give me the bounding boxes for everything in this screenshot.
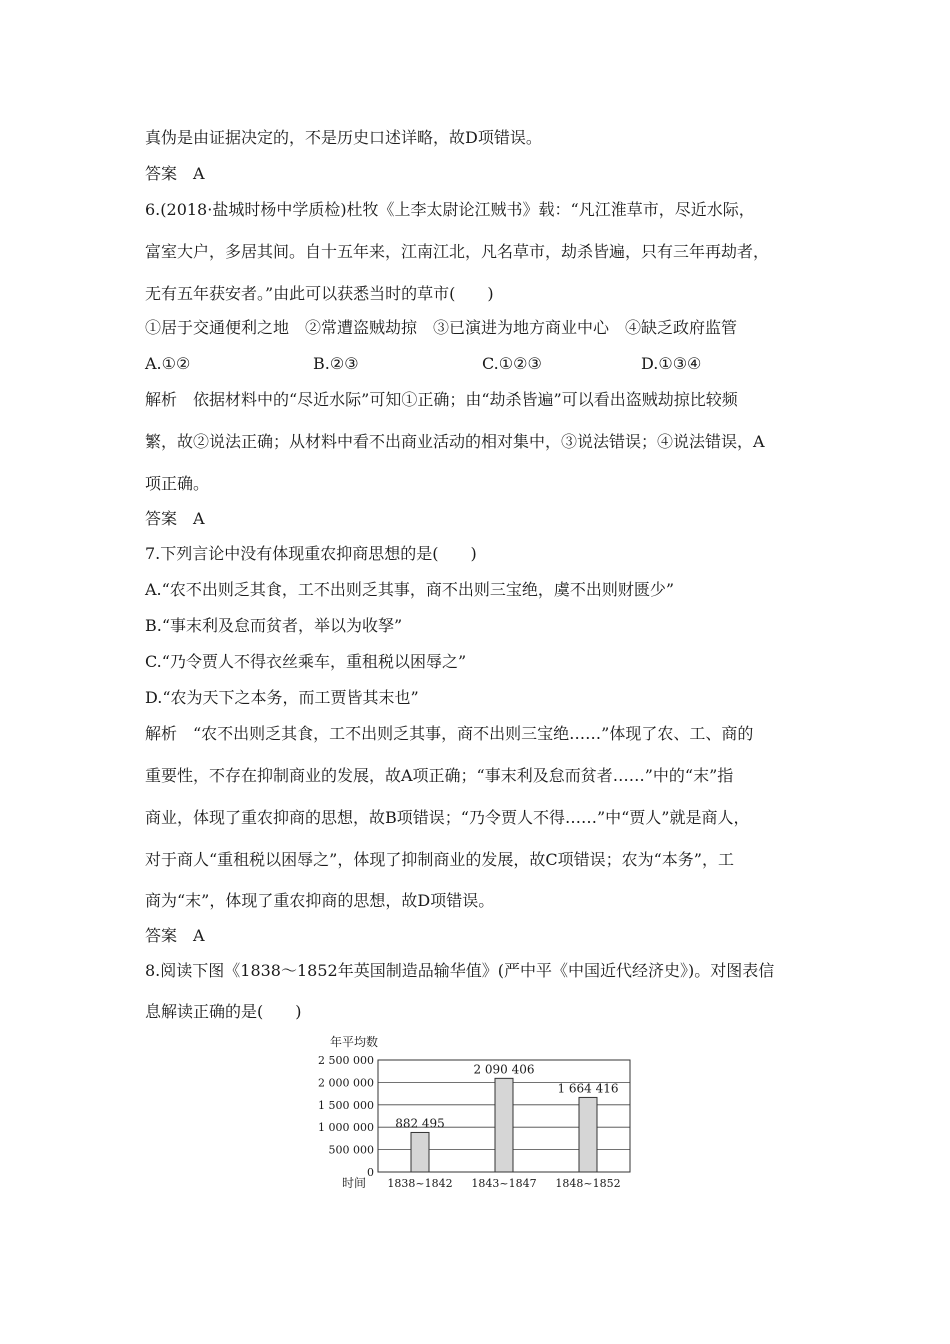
bar-value-label: 882 495 [395, 1116, 445, 1131]
text-line: 息解读正确的是( ) [145, 1002, 302, 1021]
answer-line: 答案 A [145, 164, 205, 183]
answer-line: 答案 A [145, 926, 205, 945]
x-tick-label: 1838~1842 [387, 1177, 453, 1190]
question-6-stem: 6.(2018·盐城时杨中学质检)杜牧《上李太尉论江贼书》载：“凡江淮草市，尽近水际， [145, 200, 755, 219]
x-axis-title: 时间 [341, 1176, 366, 1190]
question-8-stem: 8.阅读下图《1838～1852年英国制造品输华值》(严中平《中国近代经济史》)。对图表信 [145, 961, 775, 980]
option-c: C.“乃令贾人不得衣丝乘车，重租税以困辱之” [145, 652, 467, 671]
y-tick-label: 0 [367, 1166, 374, 1179]
option-d: D.“农为天下之本务，而工贾皆其末也” [145, 688, 419, 707]
option-a: A.①② [145, 354, 191, 373]
answer-line: 答案 A [145, 509, 205, 528]
y-axis-title: 年平均数 [330, 1035, 379, 1049]
bar [495, 1078, 513, 1172]
x-tick-label: 1843~1847 [471, 1177, 537, 1190]
bar [579, 1097, 597, 1172]
option-a: A.“农不出则乏其食，工不出则乏其事，商不出则三宝绝，虞不出则财匮少” [145, 580, 675, 599]
text-line: 无有五年获安者。”由此可以获悉当时的草市( ) [145, 284, 494, 303]
bar-chart [300, 1032, 640, 1202]
text-line: 对于商人“重租税以困辱之”，体现了抑制商业的发展，故C项错误；农为“本务”，工 [145, 850, 734, 869]
y-tick-label: 500 000 [328, 1143, 374, 1157]
text-line: 真伪是由证据决定的，不是历史口述详略，故D项错误。 [145, 128, 542, 147]
question-7-stem: 7.下列言论中没有体现重农抑商思想的是( ) [145, 544, 477, 563]
text-line: 商业，体现了重农抑商的思想，故B项错误；“乃令贾人不得……”中“贾人”就是商人， [145, 808, 750, 827]
bar-value-label: 1 664 416 [557, 1081, 619, 1096]
statement-list: ①居于交通便利之地 ②常遭盗贼劫掠 ③已演进为地方商业中心 ④缺乏政府监管 [145, 318, 738, 337]
text-line: 商为“末”，体现了重农抑商的思想，故D项错误。 [145, 891, 495, 910]
y-tick-label: 1 500 000 [318, 1098, 374, 1112]
analysis-line: 解析 “农不出则乏其食，工不出则乏其事，商不出则三宝绝……”体现了农、工、商的 [145, 724, 754, 743]
text-line: 富室大户，多居其间。自十五年来，江南江北，凡名草市，劫杀皆遍，只有三年再劫者， [145, 242, 770, 261]
text-line: 项正确。 [145, 474, 210, 493]
question-6-options [145, 354, 845, 374]
bar [411, 1132, 429, 1172]
text-line: 重要性，不存在抑制商业的发展，故A项正确；“事末利及怠而贫者……”中的“末”指 [145, 766, 734, 785]
x-tick-label: 1848~1852 [555, 1177, 621, 1190]
text-line: 繁，故②说法正确；从材料中看不出商业活动的相对集中，③说法错误；④说法错误，A [145, 432, 765, 451]
option-b: B.②③ [313, 354, 359, 373]
y-tick-label: 2 500 000 [318, 1054, 374, 1067]
option-b: B.“事末利及怠而贫者，举以为收孥” [145, 616, 403, 635]
option-d: D.①③④ [641, 354, 702, 373]
y-tick-label: 2 000 000 [318, 1076, 374, 1090]
analysis-line: 解析 依据材料中的“尽近水际”可知①正确；由“劫杀皆遍”可以看出盗贼劫掠比较频 [145, 390, 738, 409]
bar-value-label: 2 090 406 [473, 1062, 535, 1077]
y-tick-label: 1 000 000 [318, 1121, 374, 1135]
option-c: C.①②③ [482, 354, 542, 373]
